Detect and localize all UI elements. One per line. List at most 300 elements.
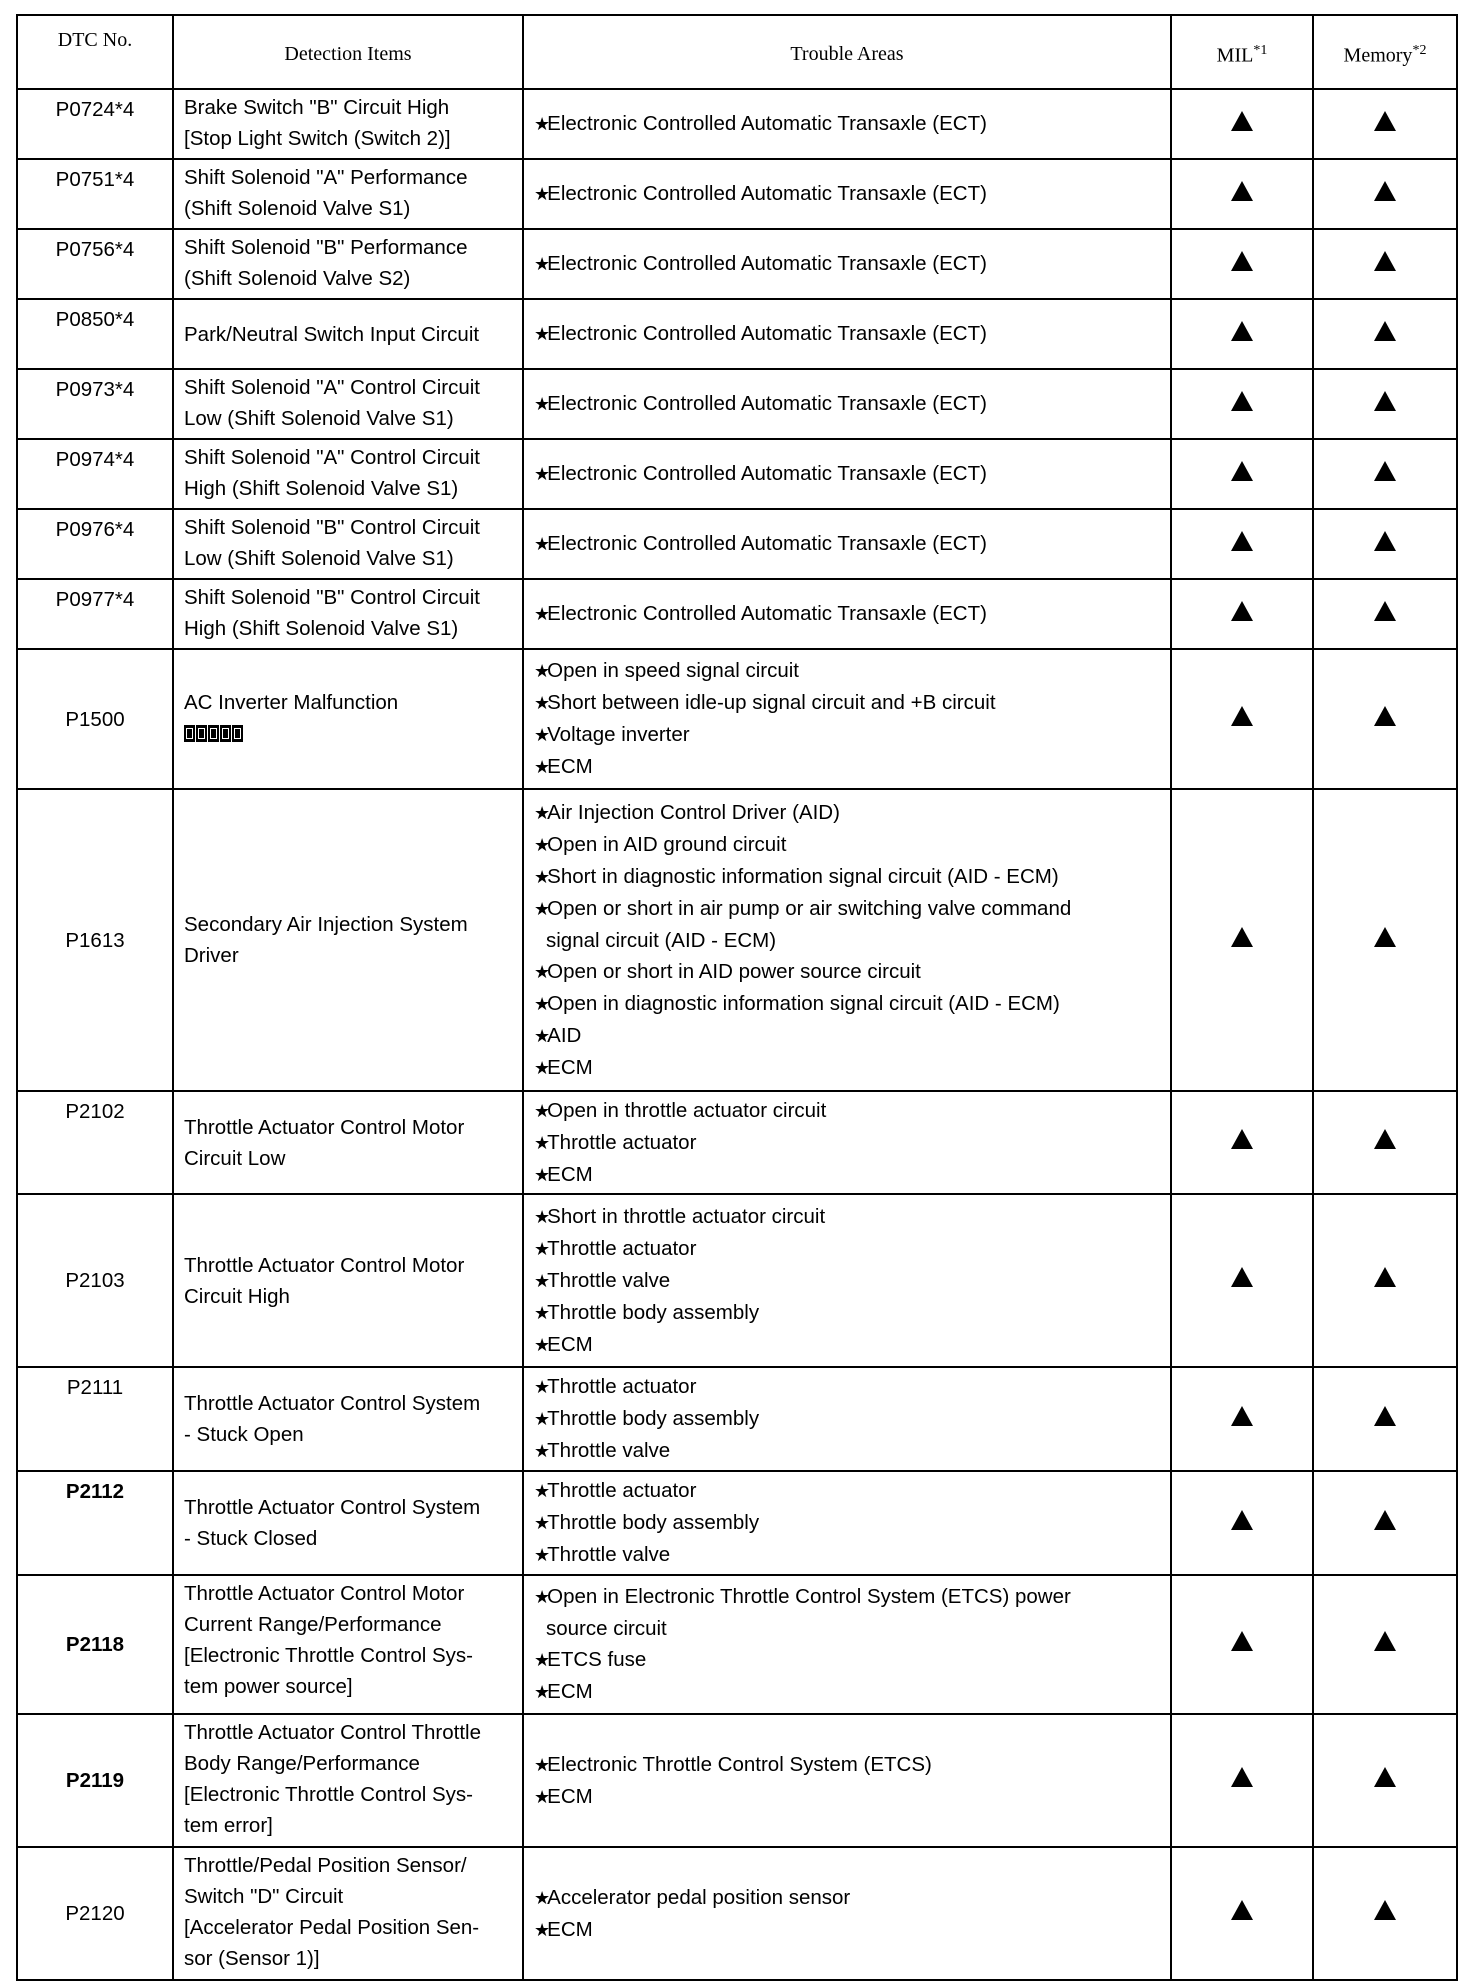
filled-triangle-icon	[1231, 1631, 1253, 1651]
table-row	[17, 369, 1457, 439]
trouble-area-item	[534, 1914, 1164, 1946]
trouble-area-text: ECM	[547, 755, 593, 778]
detection-item	[173, 159, 523, 229]
trouble-areas	[523, 1847, 1171, 1980]
detection-item-line: Throttle/Pedal Position Sensor/	[184, 1854, 467, 1877]
trouble-area-text: Throttle actuator	[547, 1236, 697, 1260]
filled-triangle-icon	[1231, 321, 1253, 341]
detection-item-line: Shift Solenoid "A" Control Circuit	[184, 446, 480, 469]
trouble-area-item	[534, 1644, 1164, 1676]
table-row	[17, 1194, 1457, 1367]
header-detection-items: Detection Items	[173, 15, 523, 89]
star-bullet-icon: ★	[534, 1270, 548, 1291]
filled-triangle-icon	[1231, 601, 1253, 621]
trouble-area-item	[534, 1159, 1164, 1191]
filled-triangle-icon	[1231, 111, 1253, 131]
memory-cell	[1313, 1091, 1457, 1194]
filled-triangle-icon	[1231, 391, 1253, 411]
memory-cell	[1313, 89, 1457, 159]
star-bullet-icon: ★	[534, 114, 548, 134]
filled-triangle-icon	[1231, 461, 1253, 481]
trouble-area-item	[534, 1095, 1164, 1127]
filled-triangle-icon	[1374, 1767, 1396, 1787]
star-bullet-icon: ★	[534, 184, 548, 204]
filled-triangle-icon	[1231, 251, 1253, 271]
trouble-area-text: Open or short in AID power source circuit	[547, 959, 921, 983]
header-dtc: DTC No.	[17, 15, 173, 89]
star-bullet-icon: ★	[534, 898, 548, 919]
detection-item	[173, 1367, 523, 1471]
table-row	[17, 1575, 1457, 1714]
detection-item-line: Throttle Actuator Control Motor	[184, 1115, 465, 1139]
trouble-area-text: ECM	[547, 1332, 593, 1356]
trouble-area-text: Electronic Controlled Automatic Transaxle (ECT)	[547, 322, 987, 345]
trouble-area-text: ECM	[547, 1917, 593, 1941]
filled-triangle-icon	[1374, 1510, 1396, 1530]
trouble-area-item	[534, 751, 1164, 783]
mil-cell	[1171, 159, 1313, 229]
filled-triangle-icon	[1231, 531, 1253, 551]
detection-item-line: Switch "D" Circuit	[184, 1885, 344, 1908]
star-bullet-icon: ★	[534, 1100, 548, 1121]
star-bullet-icon: ★	[534, 661, 548, 681]
detection-item	[173, 229, 523, 299]
trouble-areas	[523, 229, 1171, 299]
detection-item-line: AC Inverter Malfunction	[184, 691, 399, 714]
trouble-area-text: Throttle actuator	[547, 1130, 697, 1154]
star-bullet-icon: ★	[534, 1057, 548, 1078]
star-bullet-icon: ★	[534, 866, 548, 887]
star-bullet-icon: ★	[534, 1513, 548, 1533]
detection-item	[173, 789, 523, 1091]
memory-cell	[1313, 1367, 1457, 1471]
trouble-area-item	[534, 1201, 1164, 1233]
trouble-area-item	[534, 1127, 1164, 1159]
mil-cell	[1171, 89, 1313, 159]
star-bullet-icon: ★	[534, 1164, 548, 1185]
detection-item	[173, 1471, 523, 1575]
trouble-area-text: Accelerator pedal position sensor	[547, 1885, 851, 1909]
trouble-area-text: Electronic Controlled Automatic Transaxle (ECT)	[547, 602, 987, 625]
trouble-areas	[523, 1367, 1171, 1471]
table-row	[17, 299, 1457, 369]
detection-item-line: [Electronic Throttle Control Sys-	[184, 1644, 474, 1667]
dtc-code: P0976*4	[17, 509, 173, 579]
memory-cell	[1313, 579, 1457, 649]
detection-item-line: Shift Solenoid "B" Performance	[184, 236, 468, 259]
star-bullet-icon: ★	[534, 1650, 548, 1670]
filled-triangle-icon	[1374, 111, 1396, 131]
trouble-area-item	[534, 458, 1164, 490]
filled-triangle-icon	[1374, 1129, 1396, 1149]
filled-triangle-icon	[1374, 1900, 1396, 1920]
detection-item	[173, 1091, 523, 1194]
filled-triangle-icon	[1231, 1767, 1253, 1787]
detection-item-line: Driver	[184, 944, 239, 967]
dtc-code: P0756*4	[17, 229, 173, 299]
memory-cell	[1313, 509, 1457, 579]
filled-triangle-icon	[1231, 706, 1253, 726]
memory-cell	[1313, 229, 1457, 299]
dtc-code: P0850*4	[17, 299, 173, 369]
trouble-area-item	[534, 1297, 1164, 1329]
trouble-area-text: Short in diagnostic information signal circuit (AID - ECM)	[547, 864, 1059, 888]
detection-item-line: sor (Sensor 1)]	[184, 1947, 320, 1970]
star-bullet-icon: ★	[534, 993, 548, 1014]
mil-cell	[1171, 299, 1313, 369]
star-bullet-icon: ★	[534, 1887, 548, 1908]
trouble-area-text: Throttle valve	[547, 1268, 671, 1292]
detection-item-line: tem error]	[184, 1814, 273, 1837]
detection-item-line: [Accelerator Pedal Position Sen-	[184, 1916, 480, 1939]
mil-cell	[1171, 789, 1313, 1091]
filled-triangle-icon	[1374, 1631, 1396, 1651]
star-bullet-icon: ★	[534, 1132, 548, 1153]
detection-item-line: - Stuck Open	[184, 1423, 304, 1446]
mil-cell	[1171, 1575, 1313, 1714]
star-bullet-icon: ★	[534, 757, 548, 777]
star-bullet-icon: ★	[534, 1481, 548, 1501]
detection-item	[173, 439, 523, 509]
trouble-areas	[523, 159, 1171, 229]
star-bullet-icon: ★	[534, 394, 548, 414]
trouble-areas	[523, 1194, 1171, 1367]
trouble-area-item	[534, 988, 1164, 1020]
memory-cell	[1313, 369, 1457, 439]
detection-item-line: High (Shift Solenoid Valve S1)	[184, 617, 459, 640]
detection-item-line: Shift Solenoid "A" Performance	[184, 166, 468, 189]
filled-triangle-icon	[1374, 321, 1396, 341]
trouble-area-text: ECM	[547, 1784, 593, 1808]
filled-triangle-icon	[1374, 181, 1396, 201]
trouble-areas	[523, 579, 1171, 649]
trouble-area-item	[534, 1371, 1164, 1403]
trouble-area-text: ECM	[547, 1055, 593, 1079]
dtc-code: P0724*4	[17, 89, 173, 159]
trouble-area-item	[534, 1882, 1164, 1914]
trouble-area-item	[534, 687, 1164, 719]
trouble-area-text: Electronic Controlled Automatic Transaxle (ECT)	[547, 182, 987, 205]
trouble-area-text: Voltage inverter	[547, 723, 690, 746]
trouble-area-text: Air Injection Control Driver (AID)	[547, 800, 840, 824]
detection-item-line: Throttle Actuator Control Motor	[184, 1253, 465, 1277]
mil-cell	[1171, 649, 1313, 789]
dtc-table-page	[16, 14, 1456, 1981]
star-bullet-icon: ★	[534, 1786, 548, 1807]
trouble-area-item	[534, 1329, 1164, 1361]
trouble-area-text: Open in diagnostic information signal circuit (AID - ECM)	[547, 991, 1060, 1015]
trouble-area-text: Electronic Controlled Automatic Transaxle (ECT)	[547, 392, 987, 415]
trouble-areas	[523, 369, 1171, 439]
header-mil: MIL$^{*1}$	[1171, 15, 1313, 89]
trouble-area-text: Open in AID ground circuit	[547, 832, 787, 856]
detection-item-line: Circuit Low	[184, 1146, 286, 1170]
trouble-area-text: Throttle actuator	[547, 1479, 697, 1502]
filled-triangle-icon	[1231, 1129, 1253, 1149]
memory-cell	[1313, 159, 1457, 229]
trouble-area-item	[534, 318, 1164, 350]
filled-triangle-icon	[1374, 531, 1396, 551]
detection-item-line: Secondary Air Injection System	[184, 913, 468, 936]
trouble-area-continuation: signal circuit (AID - ECM)	[546, 928, 777, 952]
dtc-code: P0973*4	[17, 369, 173, 439]
mil-cell	[1171, 1714, 1313, 1847]
trouble-area-item	[534, 1233, 1164, 1265]
trouble-area-item	[534, 1749, 1164, 1781]
trouble-area-item	[534, 861, 1164, 893]
trouble-area-text: Open or short in air pump or air switching valve command	[547, 896, 1072, 920]
detection-item-line: Throttle Actuator Control Throttle	[184, 1721, 482, 1744]
detection-item	[173, 369, 523, 439]
table-row	[17, 1714, 1457, 1847]
mil-cell	[1171, 439, 1313, 509]
trouble-area-item	[534, 1052, 1164, 1084]
star-bullet-icon: ★	[534, 1377, 548, 1397]
detection-item-line: High (Shift Solenoid Valve S1)	[184, 477, 459, 500]
table-row	[17, 1471, 1457, 1575]
memory-cell	[1313, 1714, 1457, 1847]
trouble-area-item	[534, 956, 1164, 988]
dtc-code: P2111	[17, 1367, 173, 1471]
filled-triangle-icon	[1231, 1267, 1253, 1287]
trouble-areas	[523, 1091, 1171, 1194]
star-bullet-icon: ★	[534, 324, 548, 344]
table-row	[17, 439, 1457, 509]
dtc-code: P0977*4	[17, 579, 173, 649]
memory-cell	[1313, 1575, 1457, 1714]
trouble-area-item	[534, 528, 1164, 560]
table-row	[17, 89, 1457, 159]
memory-cell	[1313, 1194, 1457, 1367]
filled-triangle-icon	[1231, 1406, 1253, 1426]
table-row	[17, 1367, 1457, 1471]
detection-item-line: Brake Switch "B" Circuit High	[184, 96, 450, 119]
filled-triangle-icon	[1374, 706, 1396, 726]
filled-triangle-icon	[1231, 1900, 1253, 1920]
detection-item-line: (Shift Solenoid Valve S2)	[184, 267, 411, 290]
star-bullet-icon: ★	[534, 1334, 548, 1355]
trouble-area-item	[534, 108, 1164, 140]
star-bullet-icon: ★	[534, 1409, 548, 1429]
garbled-glyphs-icon	[184, 720, 244, 751]
dtc-code: P0751*4	[17, 159, 173, 229]
star-bullet-icon: ★	[534, 802, 548, 823]
table-row	[17, 649, 1457, 789]
detection-item-line: (Shift Solenoid Valve S1)	[184, 197, 411, 220]
star-bullet-icon: ★	[534, 1302, 548, 1323]
filled-triangle-icon	[1374, 391, 1396, 411]
dtc-code: P2103	[17, 1194, 173, 1367]
detection-item-line: Body Range/Performance	[184, 1752, 420, 1775]
trouble-areas	[523, 1575, 1171, 1714]
star-bullet-icon: ★	[534, 725, 548, 745]
trouble-areas	[523, 1471, 1171, 1575]
trouble-area-item	[534, 178, 1164, 210]
trouble-area-item	[534, 1581, 1164, 1613]
dtc-code: P1500	[17, 649, 173, 789]
trouble-area-item	[534, 1507, 1164, 1539]
table-row	[17, 1847, 1457, 1980]
mil-cell	[1171, 1091, 1313, 1194]
trouble-areas	[523, 649, 1171, 789]
filled-triangle-icon	[1231, 181, 1253, 201]
header-row	[17, 15, 1457, 89]
dtc-code: P1613	[17, 789, 173, 1091]
trouble-area-item	[534, 1435, 1164, 1467]
star-bullet-icon: ★	[534, 464, 548, 484]
trouble-area-item	[534, 1539, 1164, 1571]
table-row	[17, 159, 1457, 229]
star-bullet-icon: ★	[534, 1545, 548, 1565]
detection-item-line: Circuit High	[184, 1284, 290, 1308]
trouble-area-text: Short in throttle actuator circuit	[547, 1204, 826, 1228]
trouble-area-text: Throttle body assembly	[547, 1407, 760, 1430]
detection-item-line: Throttle Actuator Control System	[184, 1392, 481, 1415]
star-bullet-icon: ★	[534, 534, 548, 554]
detection-item-line: Low (Shift Solenoid Valve S1)	[184, 547, 454, 570]
detection-item	[173, 1714, 523, 1847]
detection-item-line: Shift Solenoid "B" Control Circuit	[184, 586, 480, 609]
trouble-area-text: ECM	[547, 1680, 593, 1703]
star-bullet-icon: ★	[534, 693, 548, 713]
trouble-area-text: ECM	[547, 1162, 593, 1186]
filled-triangle-icon	[1374, 251, 1396, 271]
detection-item-line: Current Range/Performance	[184, 1613, 442, 1636]
mil-cell	[1171, 1367, 1313, 1471]
trouble-area-item	[534, 1403, 1164, 1435]
trouble-area-text: Electronic Controlled Automatic Transaxle (ECT)	[547, 532, 987, 555]
trouble-area-item	[534, 1676, 1164, 1708]
detection-item-line: [Electronic Throttle Control Sys-	[184, 1783, 474, 1806]
dtc-code: P2119	[17, 1714, 173, 1847]
detection-item	[173, 1575, 523, 1714]
detection-item-line: Shift Solenoid "B" Control Circuit	[184, 516, 480, 539]
star-bullet-icon: ★	[534, 1206, 548, 1227]
dtc-code: P0974*4	[17, 439, 173, 509]
mil-cell	[1171, 369, 1313, 439]
dtc-code: P2118	[17, 1575, 173, 1714]
star-bullet-icon: ★	[534, 1754, 548, 1775]
trouble-area-text: Throttle actuator	[547, 1375, 697, 1398]
detection-item-line: tem power source]	[184, 1675, 353, 1698]
filled-triangle-icon	[1231, 1510, 1253, 1530]
star-bullet-icon: ★	[534, 1587, 548, 1607]
trouble-areas	[523, 1714, 1171, 1847]
dtc-code: P2112	[17, 1471, 173, 1575]
table-row	[17, 789, 1457, 1091]
star-bullet-icon: ★	[534, 1025, 548, 1046]
trouble-area-item	[534, 797, 1164, 829]
trouble-areas	[523, 789, 1171, 1091]
mil-cell	[1171, 1194, 1313, 1367]
trouble-area-item	[534, 719, 1164, 751]
table-row	[17, 509, 1457, 579]
detection-item-line: Throttle Actuator Control Motor	[184, 1582, 465, 1605]
trouble-area-item	[534, 829, 1164, 861]
trouble-area-item	[534, 598, 1164, 630]
table-row	[17, 1091, 1457, 1194]
mil-cell	[1171, 579, 1313, 649]
star-bullet-icon: ★	[534, 1682, 548, 1702]
star-bullet-icon: ★	[534, 834, 548, 855]
memory-cell	[1313, 439, 1457, 509]
trouble-area-item	[534, 388, 1164, 420]
detection-item	[173, 299, 523, 369]
star-bullet-icon: ★	[534, 254, 548, 274]
detection-item	[173, 1847, 523, 1980]
mil-cell	[1171, 1471, 1313, 1575]
trouble-area-text: Open in Electronic Throttle Control System (ETCS) power	[547, 1585, 1071, 1608]
trouble-area-item	[534, 1265, 1164, 1297]
detection-item	[173, 649, 523, 789]
mil-cell	[1171, 1847, 1313, 1980]
dtc-code: P2120	[17, 1847, 173, 1980]
detection-item-line: Park/Neutral Switch Input Circuit	[184, 322, 480, 346]
trouble-area-text: AID	[547, 1023, 582, 1047]
star-bullet-icon: ★	[534, 604, 548, 624]
trouble-areas	[523, 299, 1171, 369]
trouble-area-item	[534, 1781, 1164, 1813]
trouble-area-text: Open in speed signal circuit	[547, 659, 799, 682]
memory-cell	[1313, 1847, 1457, 1980]
memory-cell	[1313, 1471, 1457, 1575]
mil-cell	[1171, 509, 1313, 579]
dtc-code: P2102	[17, 1091, 173, 1194]
trouble-area-text: Throttle body assembly	[547, 1511, 760, 1534]
trouble-area-continuation: source circuit	[546, 1617, 667, 1640]
trouble-areas	[523, 89, 1171, 159]
filled-triangle-icon	[1374, 461, 1396, 481]
detection-item-line: Throttle Actuator Control System	[184, 1496, 481, 1519]
memory-cell	[1313, 649, 1457, 789]
table-row	[17, 579, 1457, 649]
trouble-area-text: Electronic Controlled Automatic Transaxle (ECT)	[547, 462, 987, 485]
trouble-area-item	[534, 893, 1164, 925]
header-trouble-areas: Trouble Areas	[523, 15, 1171, 89]
detection-item	[173, 579, 523, 649]
filled-triangle-icon	[1374, 1267, 1396, 1287]
trouble-area-text: ETCS fuse	[547, 1648, 647, 1671]
trouble-areas	[523, 509, 1171, 579]
trouble-area-text: Electronic Controlled Automatic Transaxle (ECT)	[547, 112, 987, 135]
detection-item-line: [Stop Light Switch (Switch 2)]	[184, 127, 451, 150]
detection-item-line: Shift Solenoid "A" Control Circuit	[184, 376, 480, 399]
trouble-area-item	[534, 1020, 1164, 1052]
trouble-area-item	[534, 655, 1164, 687]
trouble-area-text: Throttle valve	[547, 1439, 671, 1462]
filled-triangle-icon	[1374, 601, 1396, 621]
filled-triangle-icon	[1374, 927, 1396, 947]
mil-cell	[1171, 229, 1313, 299]
trouble-area-text: Short between idle-up signal circuit and +B circuit	[547, 691, 996, 714]
trouble-area-text: Electronic Throttle Control System (ETCS)	[547, 1752, 932, 1776]
filled-triangle-icon	[1374, 1406, 1396, 1426]
detection-item-line: - Stuck Closed	[184, 1527, 318, 1550]
memory-cell	[1313, 299, 1457, 369]
dtc-table	[16, 14, 1458, 1981]
filled-triangle-icon	[1231, 927, 1253, 947]
trouble-area-text: Open in throttle actuator circuit	[547, 1098, 827, 1122]
trouble-area-item	[534, 248, 1164, 280]
trouble-area-text: Throttle valve	[547, 1543, 671, 1566]
detection-item-line: Low (Shift Solenoid Valve S1)	[184, 407, 454, 430]
star-bullet-icon: ★	[534, 1441, 548, 1461]
trouble-area-item	[534, 1475, 1164, 1507]
trouble-area-text: Throttle body assembly	[547, 1300, 760, 1324]
detection-item	[173, 1194, 523, 1367]
detection-item	[173, 89, 523, 159]
star-bullet-icon: ★	[534, 1238, 548, 1259]
